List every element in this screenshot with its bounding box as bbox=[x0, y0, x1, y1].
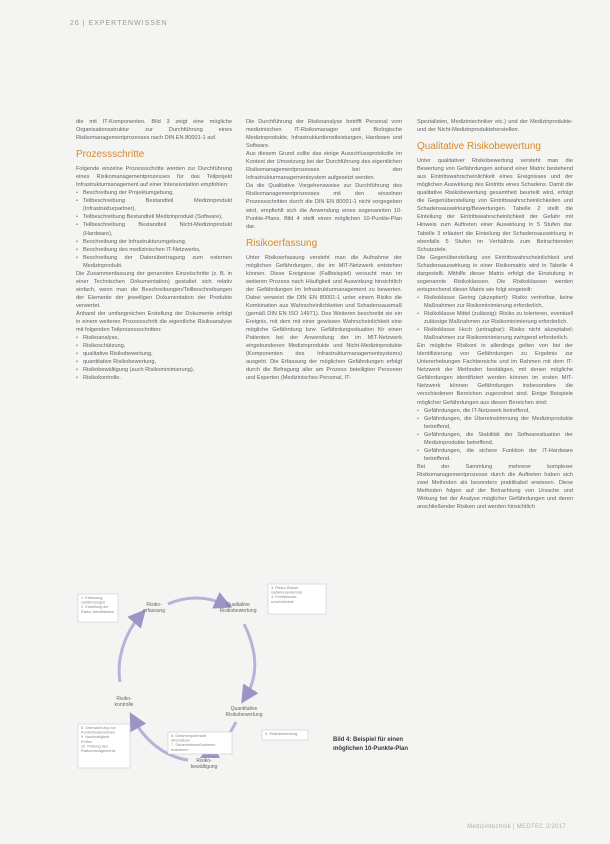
paragraph: die mit IT-Komponenten. Bild 3 zeigt eine mögliche Organisationsstruktur zur Durchführung eines Risikomanagementprozesses nach DIN EN 80001-1 auf. bbox=[76, 119, 232, 142]
column-1 bbox=[76, 118, 232, 382]
list-item: • Risikoanalyse, bbox=[76, 334, 232, 342]
paragraph: Die Durchführung der Risikoanalyse betrifft Personal vom medizinischen IT-Risikomanager und Biologische Medizinprodukte, Infrastrukturdienstleistungen, Hardware und Software. bbox=[246, 119, 402, 150]
paragraph: Die Zusammenfassung der genannten Einzelschritte (z. B. in einer Technischen Dokumentation) gestaltet sich relativ einfach, wenn man die Beschreibungen/Teilbeschreibungen der Elemente der jeweiligen Dokumentation der Produkte verwertet. bbox=[76, 270, 232, 309]
list-item: • Teilbeschreibung Bestandteil Medizinprodukt (Software), bbox=[76, 213, 232, 221]
cycle-node-label: Risiko- bbox=[196, 758, 212, 764]
paragraph: Folgende einzelne Prozessschritte werden zur Durchführung eines Risikomanagementprozesses für das Teilprojekt Infrastrukturmanagement auf einer Intensivstation empfohlen: bbox=[76, 166, 232, 189]
bullet-list bbox=[417, 407, 573, 463]
step-box-label: 6. Gefahrenpotenzial bbox=[171, 734, 207, 738]
cycle-node-label: Quantitative bbox=[230, 706, 258, 712]
list-item: • quantitative Risikobewertung, bbox=[76, 358, 232, 366]
section-heading: Qualitative Risikobewertung bbox=[417, 141, 541, 153]
bullet-list bbox=[76, 189, 232, 269]
step-box-label: 8. Überwachung von bbox=[81, 726, 116, 730]
step-box-label: evaluieren bbox=[171, 747, 189, 752]
paragraph: Anhand der umfangreichen Erstellung der Dokumente erfolgt in einem weiteren Prozessschritt die eigentliche Risikoanalyse mit folgenden Teilprozessschritten: bbox=[76, 310, 232, 334]
step-box-label: abschätzen bbox=[171, 738, 191, 743]
paragraph: Unter Risikoerfassung versteht man die Aufnahme der möglichen Gefährdungen, die im MIT-Netzwerk entstehen können. Diese Ereignisse (Fallbeispiel) versucht man im weiteren Prozess nach Häufigkeit und Auswirkung hinsichtlich der Gefährdungen im Infrastrukturmanagement zu bewerten. Dabei verweist die DIN EN 80001-1 unter einem Risiko die Kombination aus Wahrscheinlichkeiten und Schadensausmaß (gemäß DIN EN ISO 14971). Des Weiteren beschreibt sie ein Ereignis, mit dem mit einer gewissen Wahrscheinlichkeit eine mögliche Gefährdung bzw. Gefährdungssituation für einen Patienten bei der Anwendung der im MIT-Netzwerk eingebundenen Medizinprodukte und Nicht-Medizinprodukte (Komponenten des Infrastrukturmanagementsystems) ausgeht. Die Erfassung der möglichen Gefährdungen erfolgt durch die Befragung aller am Prozess beteiligten Personen und Experten (Medizinisches Personal, IT- bbox=[246, 254, 402, 382]
step-box-label: 2. Erstellung der bbox=[81, 605, 109, 610]
column-3 bbox=[417, 118, 573, 511]
step-box-label: Gefährdungen bbox=[81, 600, 106, 605]
section-heading: Risikoerfassung bbox=[246, 237, 318, 249]
cycle-node-label: kontrolle bbox=[114, 702, 134, 708]
page-footer: Medizintechnik | MEDTEC 2/2017 bbox=[467, 824, 566, 830]
step-box-label: 5. Risikobewertung bbox=[265, 732, 298, 736]
section-heading: Prozessschritte bbox=[76, 149, 145, 161]
step-box-label: 4. Eintrittswahr- bbox=[271, 595, 298, 600]
cycle-node-label: erfassung bbox=[143, 608, 165, 614]
cycle-arrow bbox=[119, 616, 140, 682]
step-box-label: scheinlichkeit bbox=[271, 599, 294, 604]
paragraph: Ein mögliche Risikoni in allerdings gelten von bei der Identifizierung von Gefährdungen zu Ergebnis zur Untererhebungen Fachbereiche und im Rahmen mit dem IT-Netzwerk der Methoden bestätigen, mit denen mögliche Gefährdungen identifiziert werden können im ersten MIT-Netzwerk können Gefährdungen insbesondere die verschiedenen Bereichen zugeordnet sind. Einige Beispiele möglicher Gefährdungen aus diesen Bereichen sind: bbox=[417, 343, 573, 406]
cycle-arrow bbox=[244, 624, 255, 696]
list-item: • Gefährdungen, die IT-Netzwerk betreffend, bbox=[417, 407, 573, 415]
list-item: • Risikoklasse Hoch (untragbar): Risiko nicht akzeptabel; Maßnahmen zur Risikominimierung zwingend erforderlich. bbox=[417, 326, 573, 342]
list-item: • Gefährdungen, die Übereinstimmung der Medizinprodukte betreffend, bbox=[417, 415, 573, 431]
paragraph: Bei der Sammlung mehrerer komplexer Risikomanagementprozesse durch die Auftreten haben sich zwei Methoden als besonders praktikabel erwiesen. Diese Methoden folgen auf der Betrachtung von Ursache und Wirkung bei der Analyse möglicher Gefährdungen und deren anschließender Risiken und werden hinsichtlich bbox=[417, 463, 573, 511]
list-item: • Beschreibung der Infrastrukturumgebung, bbox=[76, 238, 232, 246]
list-item: • Gefährdungen, die Stabilität der Softwaresituation der Medizinprodukte betreffend, bbox=[417, 431, 573, 447]
column-2 bbox=[246, 118, 402, 382]
list-item: • qualitative Risikobewertung, bbox=[76, 350, 232, 358]
cycle-node-label: Qualitative bbox=[226, 602, 250, 608]
list-item: • Beschreibung der Datenübertragung zum externen Medizinprodukt. bbox=[76, 254, 232, 270]
cycle-node-label: Risikobewertung bbox=[225, 712, 263, 718]
step-boxes bbox=[78, 584, 326, 768]
step-box-label: 9. Nachhaltigkeit bbox=[81, 735, 110, 740]
step-box-label: Kontrollmaßnahmen bbox=[81, 730, 116, 735]
list-item: • Teilbeschreibung Bestandteil Nicht-Medizinprodukt (Hardware), bbox=[76, 221, 232, 237]
list-item: • Risikobewältigung (auch Risikominimierung), bbox=[76, 366, 232, 374]
list-item: • Beschreibung des medizinischen IT-Netzwerks, bbox=[76, 246, 232, 254]
ten-point-plan-diagram bbox=[76, 582, 330, 774]
list-item: • Risikoklasse Mittel (zulässig): Risiko zu tolerieren, eventuell zulässige Maßnahmen zur Risikominimierung erforderlich. bbox=[417, 310, 573, 326]
paragraph: Die Gegenüberstellung von Eintrittswahrscheinlichkeit und Schadensauswirkung in einer Risikomatrix wird in Tabelle 4 dargestellt. Mithilfe dieser Matrix erfolgt die Einstufung in sogenannte Risikoklassen. Die Risikoklassen werden entsprechend dieser Matrix wie folgt eingeteilt: bbox=[417, 254, 573, 293]
cycle-node-label: Risiko- bbox=[116, 696, 132, 702]
bullet-list bbox=[417, 294, 573, 342]
step-box-label: 7. Sicherheitsmaßnahmen bbox=[171, 743, 216, 748]
step-box-label: Gefahrenpotenzial bbox=[271, 590, 303, 595]
step-box-label: Risikomanagements bbox=[81, 749, 116, 753]
list-item: • Beschreibung der Projektumgebung, bbox=[76, 189, 232, 197]
page-header: 26 | EXPERTENWISSEN bbox=[70, 20, 168, 27]
cycle-node-label: bewältigung bbox=[190, 764, 218, 770]
list-item: • Risikokontrolle. bbox=[76, 374, 232, 382]
list-item: • Teilbeschreibung Bestandteil Medizinprodukt (Infrastrukturpartner), bbox=[76, 197, 232, 213]
cycle-node-label: Risikobewertung bbox=[219, 608, 257, 614]
bullet-list bbox=[76, 334, 232, 382]
figure-caption: Bild 4: Beispiel für einen möglichen 10-Punkte-Plan bbox=[333, 737, 409, 752]
paragraph: Unter qualitativer Risikobewertung versteht man die Bewertung von Gefährdungen anhand einer Matrix bestehend aus Eintrittswahrscheinlichkeit eines Ereignisses und der möglichen Auswirkung des Eintritts eines Schadens. Damit die qualitative Risikobewertung gesamtheit beurteilt wird, erfolgt die Gegenüberstellung von Eintrittswahrscheinlichkeiten und Schadensauswirkung/Bewertungen. Tabelle 2 stellt die Einteilung der Eintrittswahrscheinlichkeit der Gefahr mit Hinweis zum Auftreten einer Auswirkung in 5 Stufen dar. Tabelle 3 erläutert die Einteilung der Schadensauswirkung in ebenfalls 5 Stufen im Verhältnis zum Betrachtenden Schutzziele. bbox=[417, 158, 573, 253]
paragraph: Da die Qualitative Vorgehensweise zur Durchführung des Risikomanagementprozesses mit den einzelnen Prozessschritten durch die DIN EN 80001-1 nicht vorgegeben wird, empfiehlt sich die Anwendung eines sogenannten 10-Punkte-Plans. Bild 4 stellt einen möglichen 10-Punkte-Plan dar. bbox=[246, 183, 402, 230]
step-box-label: 3. Risiko-Klasse bbox=[271, 586, 299, 590]
cycle-arrow bbox=[168, 598, 224, 604]
list-item: • Gefährdungen, die sichere Funktion der IT-Hardware betreffend. bbox=[417, 447, 573, 463]
step-box-label: 1. Erfassung bbox=[81, 596, 103, 600]
step-box-label: 10. Prüfung des bbox=[81, 744, 108, 749]
cycle-node-label: Risiko- bbox=[146, 602, 162, 608]
list-item: • Risikoklasse Gering (akzeptiert): Risiko vertretbar, keine Maßnahmen zur Risikominimierung erforderlich, bbox=[417, 294, 573, 310]
paragraph: Aus diesem Grund sollte das einige Ausschlussprotokolle im Kontext der Umsetzung bei der Durchführung des eigentlichen Risikomanagementprozesses bei den Infrastrukturmanagementsystem aufgesetzt werden. bbox=[246, 151, 402, 182]
list-item: • Risikoschätzung, bbox=[76, 342, 232, 350]
step-box-label: Risiko-Identifikation bbox=[81, 609, 114, 614]
step-box-label: Prüfen bbox=[81, 739, 93, 744]
paragraph: Spezialisten, Medizintechniker etc.) und der Medizinprodukte- und der Nicht-Medizinprodukteherstellerr. bbox=[417, 119, 573, 134]
